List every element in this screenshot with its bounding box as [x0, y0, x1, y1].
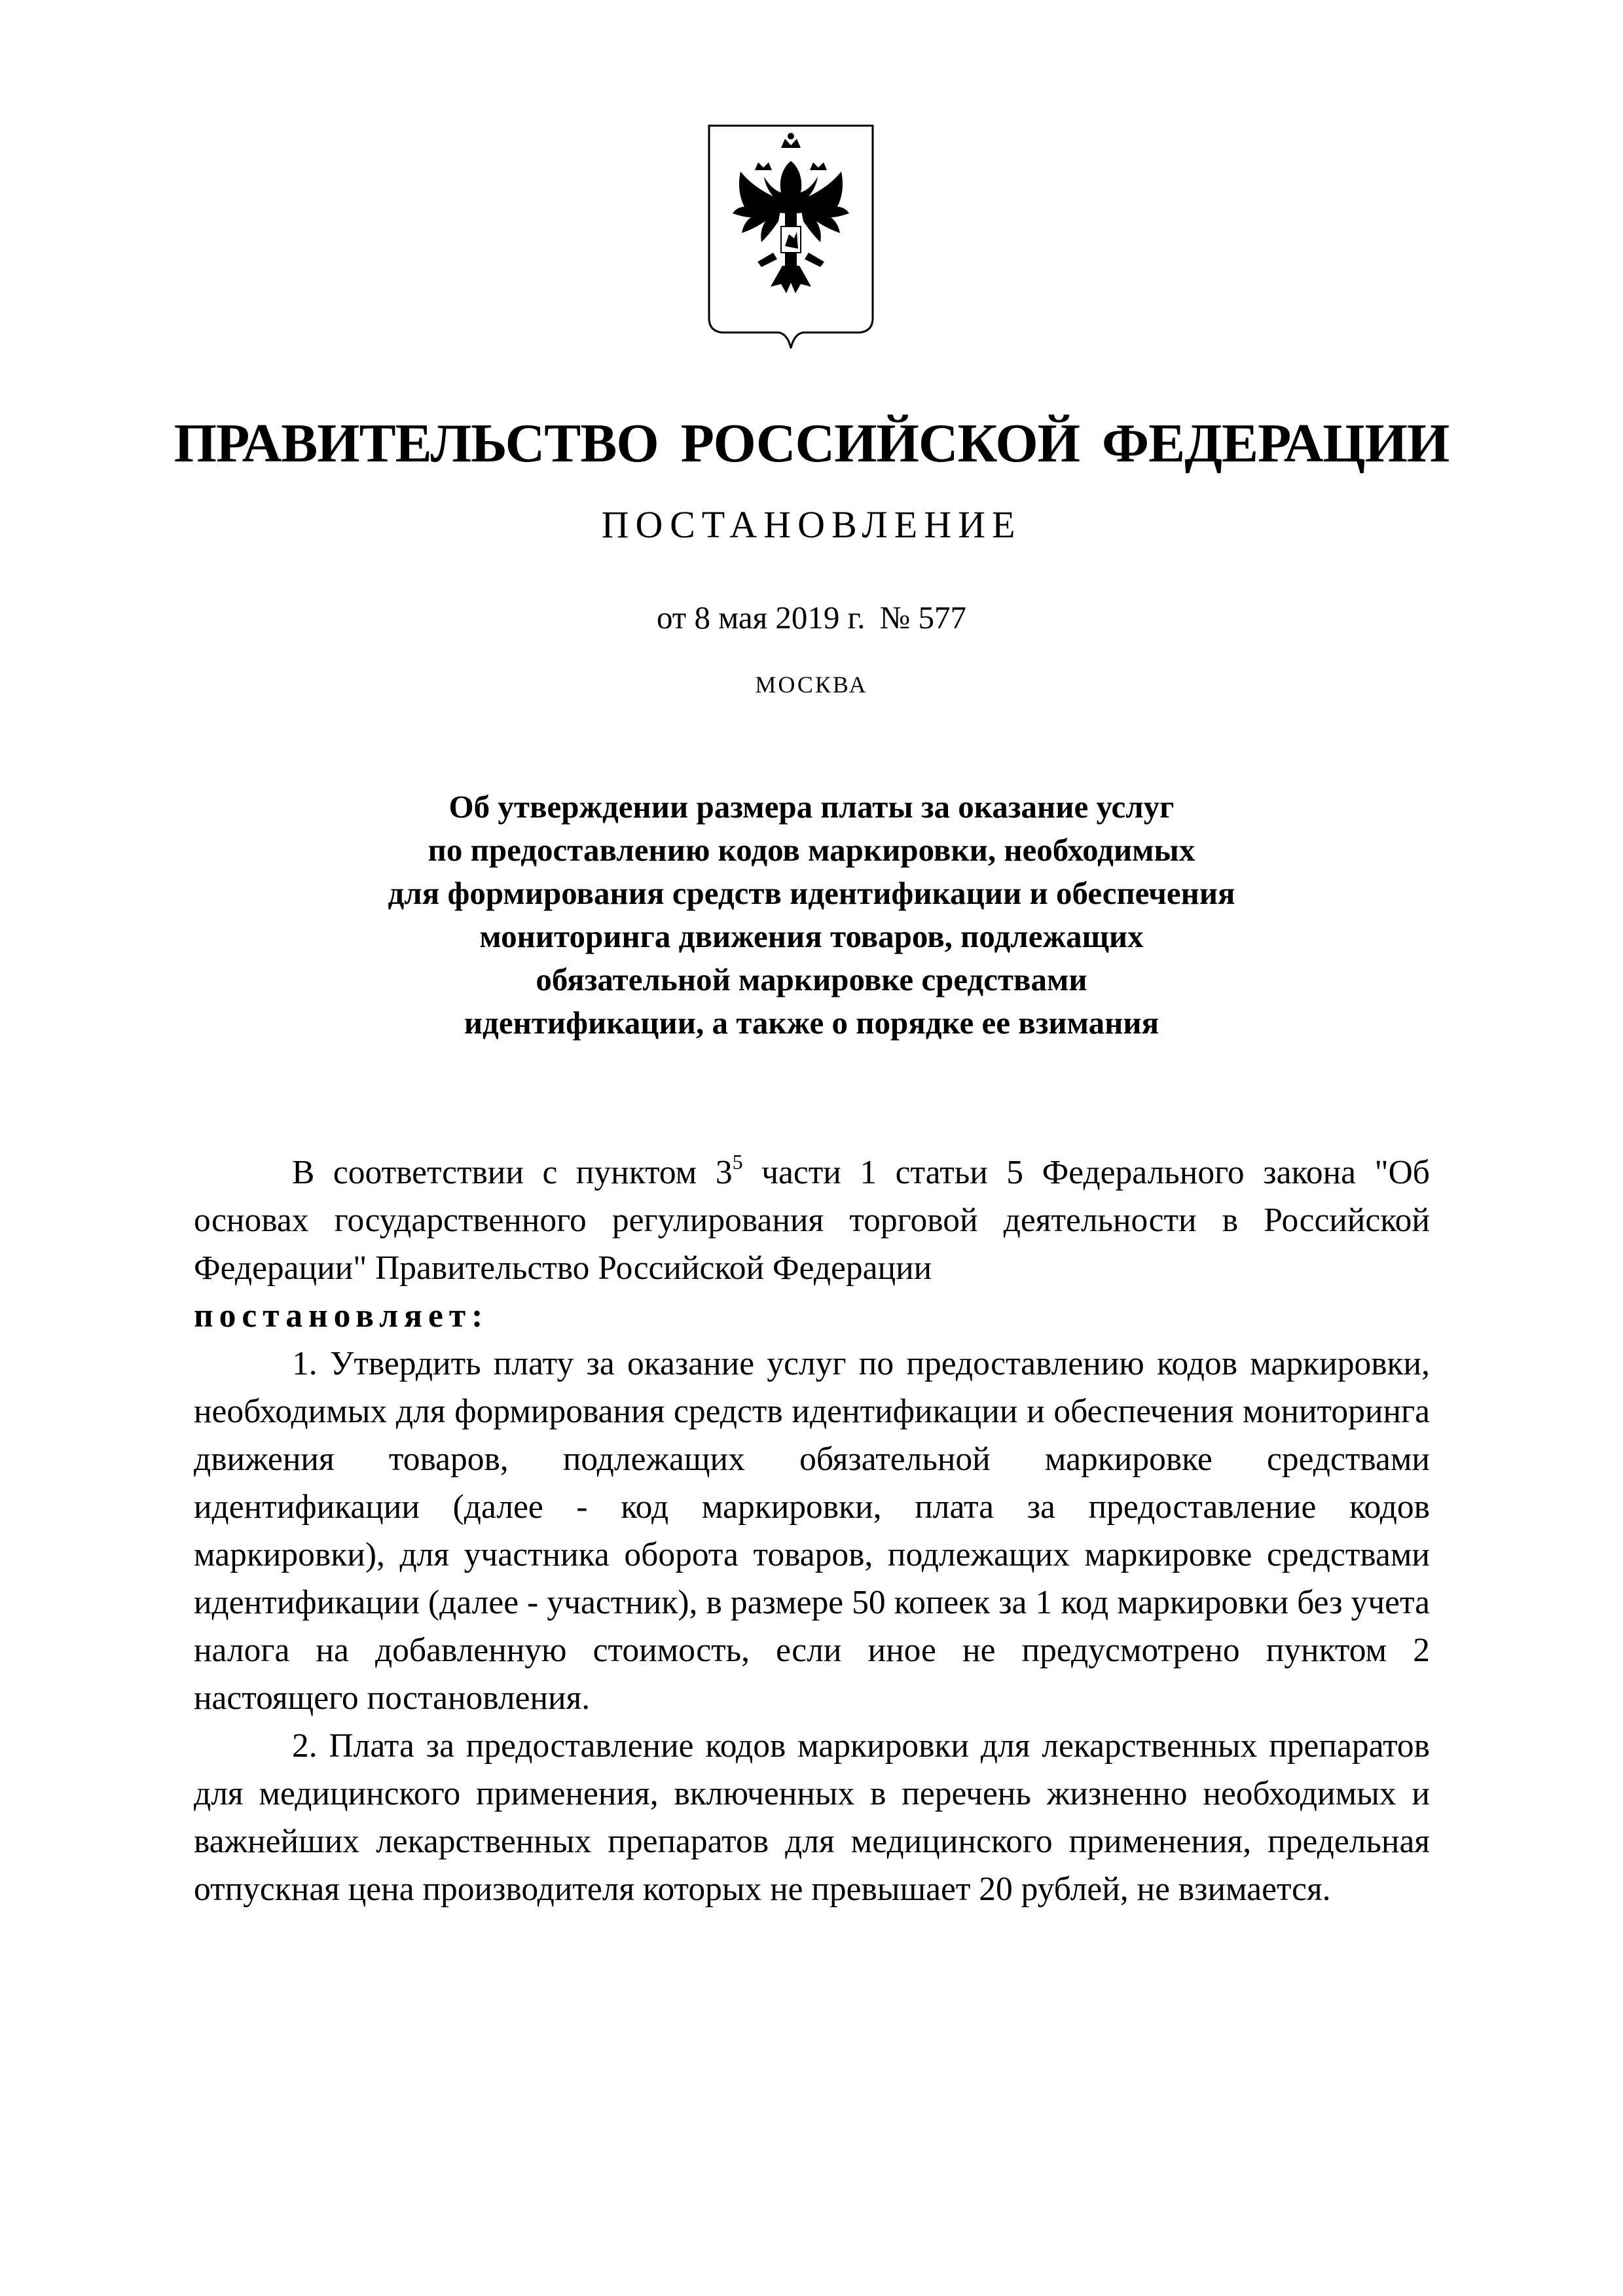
preamble-superscript: 5: [732, 1150, 743, 1174]
decree-word: постановляет:: [194, 1297, 489, 1335]
subject-line: идентификации, а также о порядке ее взимания: [464, 1005, 1159, 1041]
document-subject: [196, 785, 1427, 1045]
coat-of-arms-icon: [705, 122, 877, 357]
document-date: от 8 мая 2019 г.: [656, 600, 866, 636]
subject-line: Об утверждении размера платы за оказание услуг: [448, 789, 1175, 825]
clause-paragraph: 2. Плата за предоставление кодов маркировки для лекарственных препаратов для медицинского применения, включенных в перечень жизненно необходимых и важнейших лекарственных препаратов для медицинского применения, предельная отпускная цена производителя которых не превышает 20 рублей, не взимается.: [194, 1727, 1430, 1908]
decree-word-paragraph: [194, 1292, 1430, 1340]
document-number: № 577: [879, 600, 967, 636]
organization-title: ПРАВИТЕЛЬСТВО РОССИЙСКОЙ ФЕДЕРАЦИИ: [173, 413, 1450, 474]
preamble-text-continued: части 1 статьи 5 Федерального закона "Об основах государственного регулирования торговой деятельности в Российской Федерации" Правительство Российской Федерации: [194, 1154, 1430, 1287]
clause-paragraph: 1. Утвердить плату за оказание услуг по предоставлению кодов маркировки, необходимых для формирования средств идентификации и обеспечения мониторинга движения товаров, подлежащих обязательной маркировке средствами идентификации (далее - код маркировки, плата за предоставление кодов маркировки), для участника оборота товаров, подлежащих маркировке средствами идентификации (далее - участник), в размере 50 копеек за 1 код маркировки без учета налога на добавленную стоимость, если иное не предусмотрено пунктом 2 настоящего постановления.: [194, 1345, 1430, 1717]
subject-line: для формирования средств идентификации и обеспечения: [388, 875, 1235, 911]
document-city: МОСКВА: [755, 672, 868, 698]
preamble-text: В соответствии с пунктом 3: [292, 1154, 733, 1191]
document-type: ПОСТАНОВЛЕНИЕ: [601, 503, 1022, 546]
subject-line: по предоставлению кодов маркировки, необходимых: [428, 832, 1195, 868]
subject-line: мониторинга движения товаров, подлежащих: [479, 918, 1144, 954]
document-date-number: [0, 597, 1623, 639]
document-body: [194, 1149, 1430, 1913]
preamble-paragraph: [194, 1149, 1430, 1292]
subject-line: обязательной маркировке средствами: [536, 961, 1087, 997]
